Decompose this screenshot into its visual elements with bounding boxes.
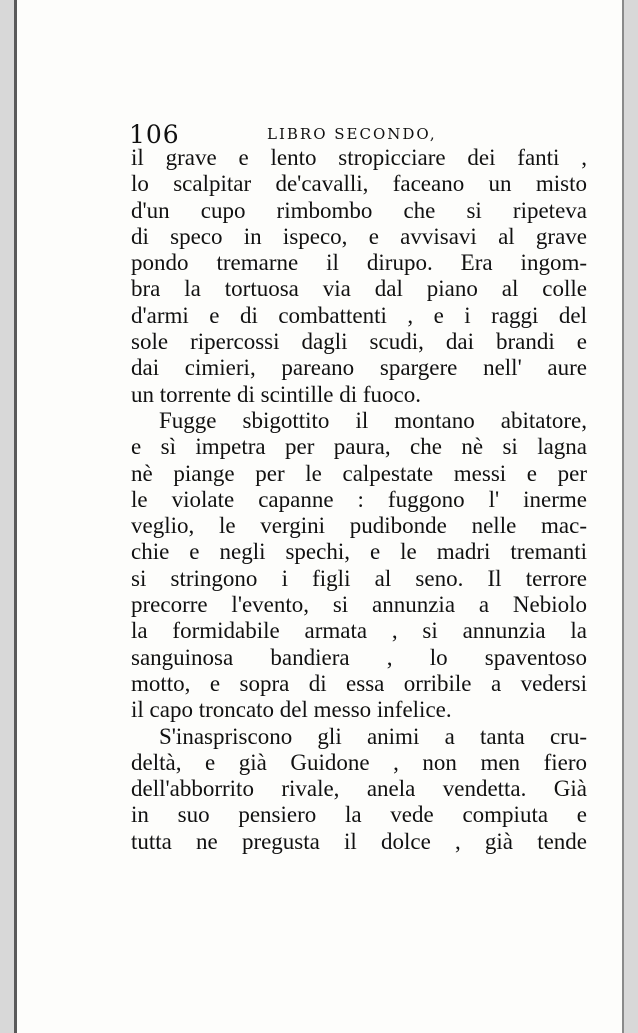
text-line: sanguinosa bandiera , lo spaventoso (131, 644, 587, 670)
text-line: motto, e sopra di essa orribile a vedersi (131, 670, 587, 696)
text-line: d'armi e di combattenti , e i raggi del (131, 302, 587, 328)
page-number: 106 (129, 120, 180, 149)
text-line: S'inaspriscono gli animi a tanta cru- (159, 723, 587, 749)
text-line: sole ripercossi dagli scudi, dai brandi e (131, 329, 587, 355)
text-line: di speco in ispeco, e avvisavi al grave (131, 223, 587, 249)
text-line: nè piange per le calpestate messi e per (131, 460, 587, 486)
text-line: dai cimieri, pareano spargere nell' aure (131, 355, 587, 381)
text-line: dell'abborrito rivale, anela vendetta. Già (131, 776, 587, 802)
body-text (131, 145, 587, 855)
text-line: veglio, le vergini pudibonde nelle mac- (131, 513, 587, 539)
book-page (14, 0, 624, 1033)
text-line: deltà, e già Guidone , non men fiero (131, 749, 587, 775)
text-line: tutta ne pregusta il dolce , già tende (131, 828, 587, 854)
text-line: il capo troncato del messo infelice. (131, 697, 452, 723)
text-line: il grave e lento stropicciare dei fanti , (131, 145, 587, 170)
text-line: lo scalpitar de'cavalli, faceano un misto (131, 171, 587, 197)
text-line: un torrente di scintille di fuoco. (131, 381, 421, 407)
running-title: LIBRO SECONDO, (267, 125, 437, 143)
text-line: chie e negli spechi, e le madri tremanti (131, 539, 587, 565)
text-line: la formidabile armata , si annunzia la (131, 618, 587, 644)
text-line: si stringono i figli al seno. Il terrore (131, 565, 587, 591)
text-line: in suo pensiero la vede compiuta e (131, 802, 587, 828)
text-line: le violate capanne : fuggono l' inerme (131, 486, 587, 512)
text-line: precorre l'evento, si annunzia a Nebiolo (131, 592, 587, 618)
text-line: bra la tortuosa via dal piano al colle (131, 276, 587, 302)
text-line: e sì impetra per paura, che nè si lagna (131, 434, 587, 460)
text-line: d'un cupo rimbombo che si ripeteva (131, 197, 587, 223)
text-line: pondo tremarne il dirupo. Era ingom- (131, 250, 587, 276)
text-line: Fugge sbigottito il montano abitatore, (159, 407, 587, 433)
